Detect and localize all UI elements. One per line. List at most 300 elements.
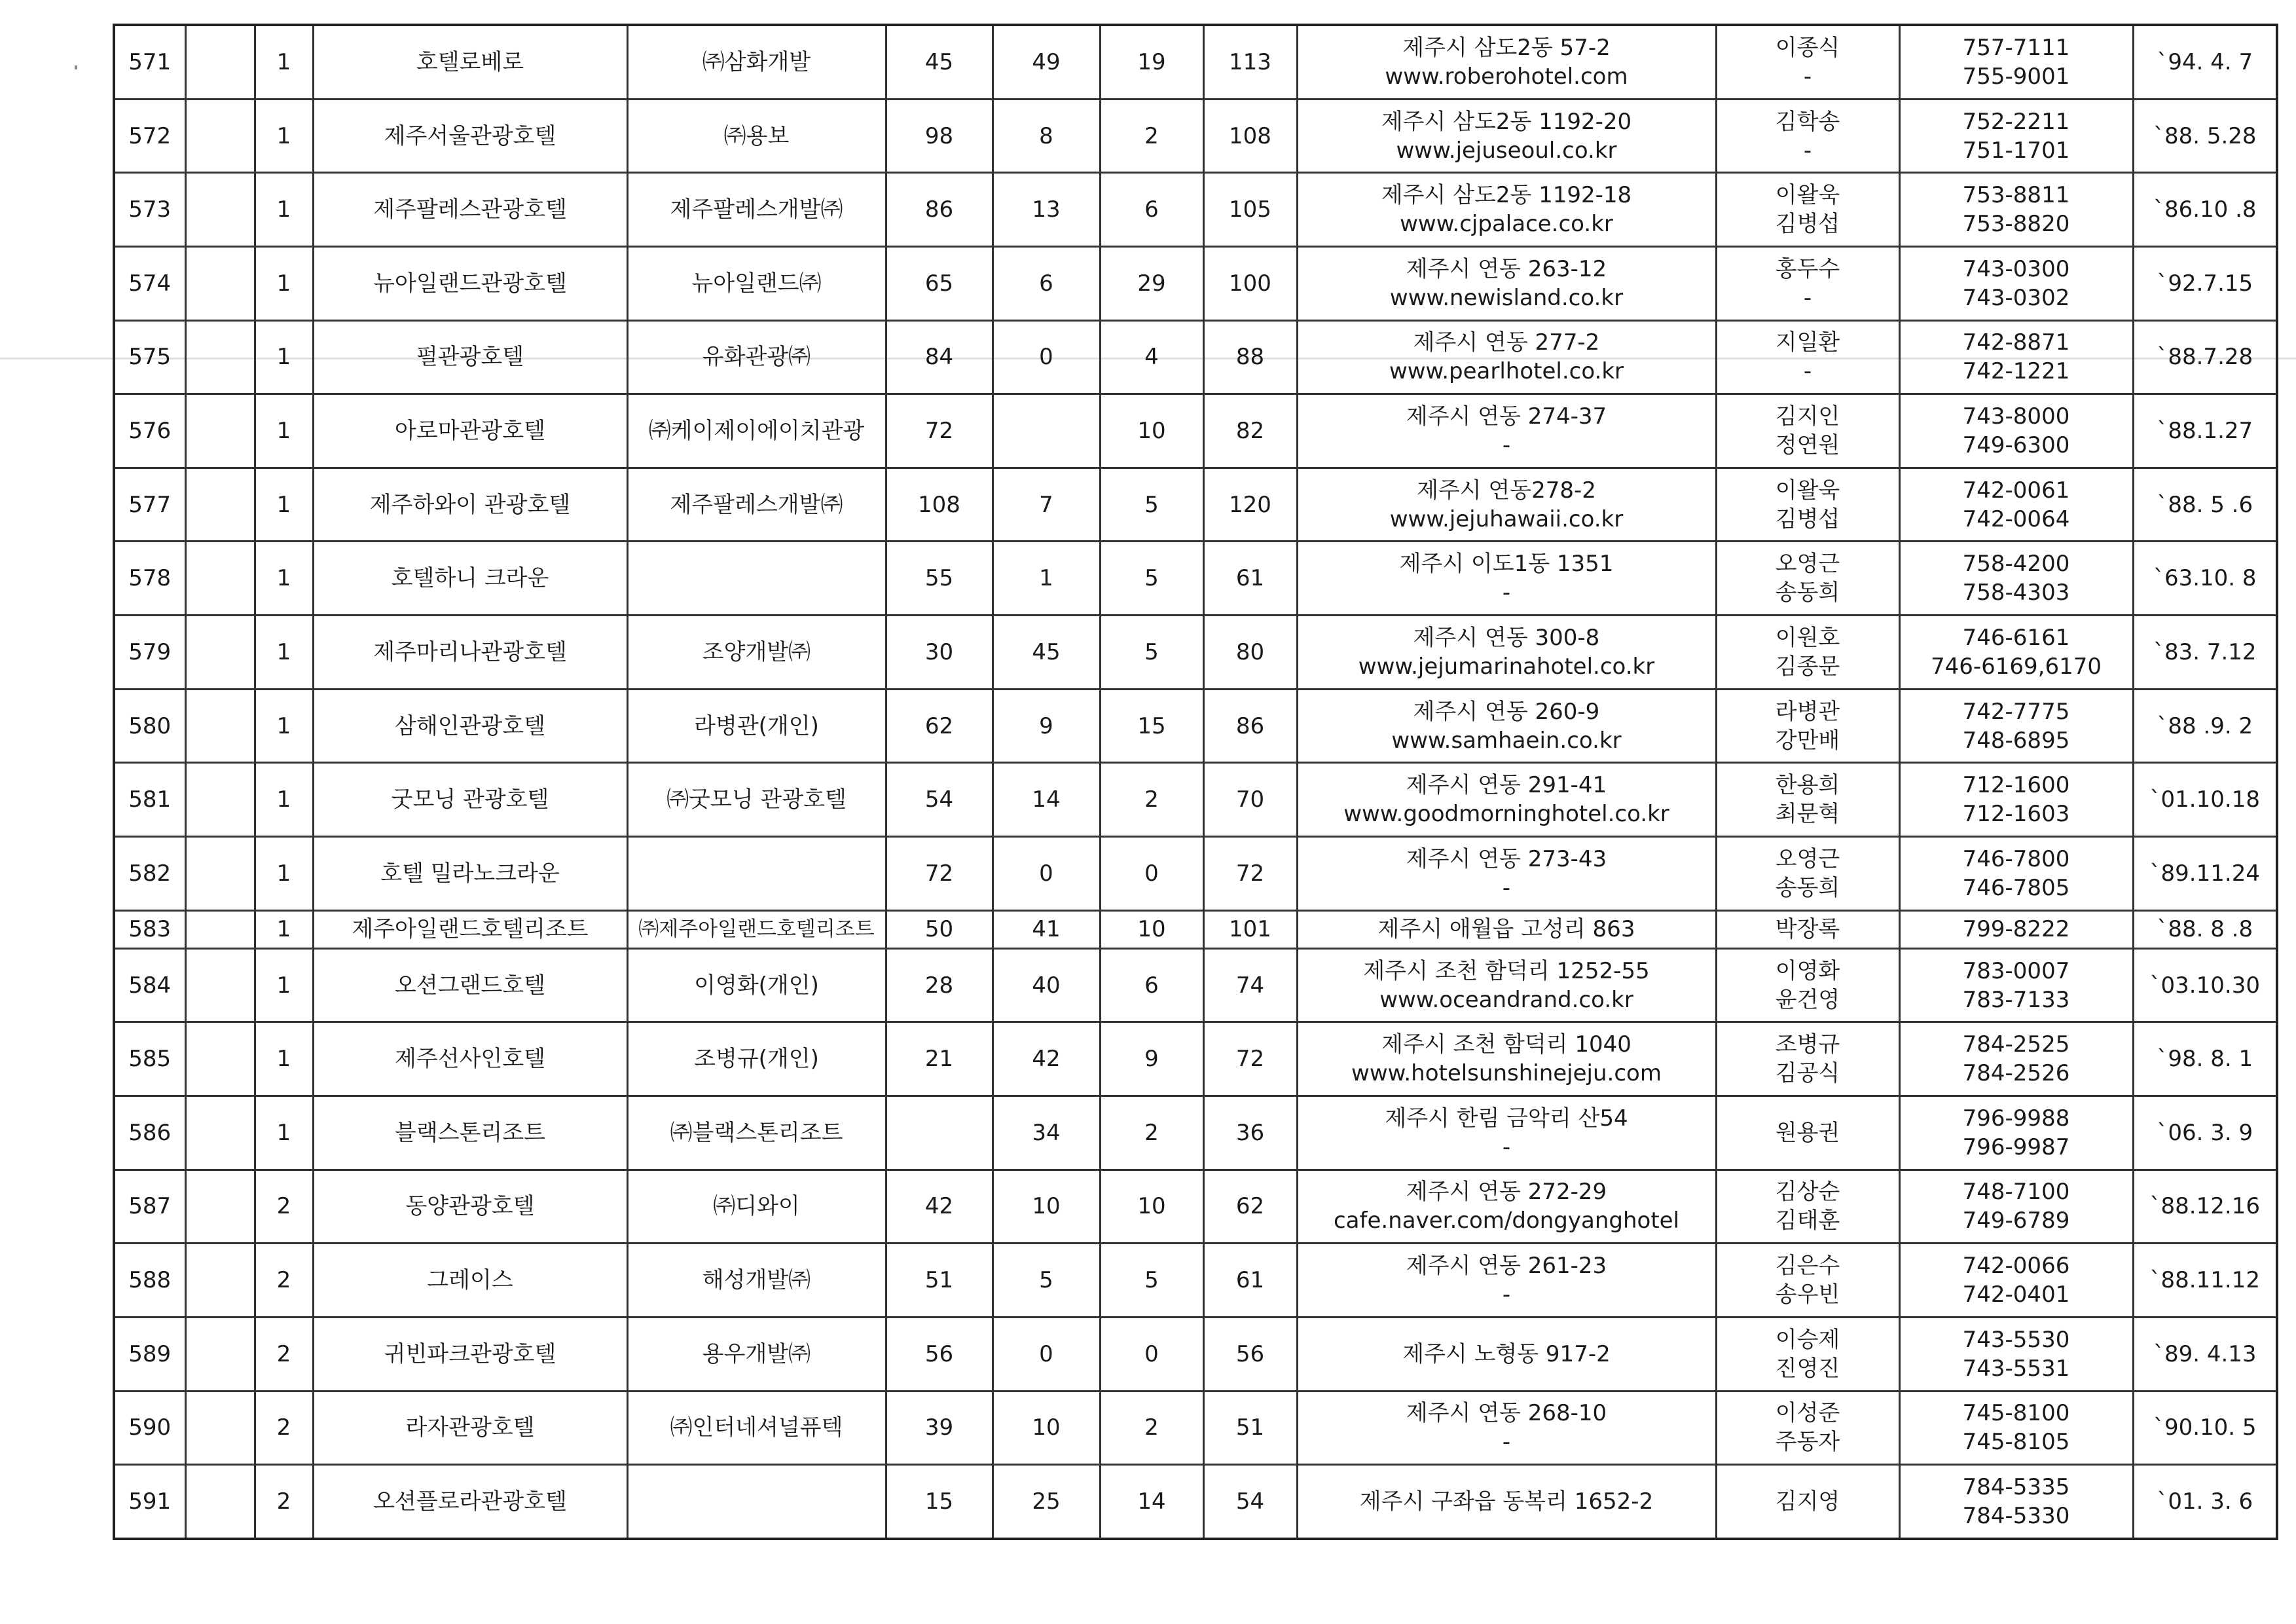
- cell-phone: [1899, 1465, 2133, 1539]
- cell-people-line2: 김태훈: [1775, 1208, 1840, 1234]
- cell-phone: [1899, 763, 2133, 837]
- cell-company: ㈜용보: [627, 99, 886, 173]
- cell-address: [1297, 173, 1716, 247]
- cell-number: 576: [114, 394, 185, 468]
- cell-people-line1: 이원호: [1775, 624, 1840, 651]
- cell-count-3: 0: [1100, 1317, 1203, 1391]
- cell-count-1: 56: [886, 1317, 993, 1391]
- cell-count-1: 98: [886, 99, 993, 173]
- cell-total: 108: [1203, 99, 1297, 173]
- cell-address: [1297, 689, 1716, 763]
- cell-blank: [185, 948, 255, 1022]
- cell-people-line1: 조병규: [1775, 1031, 1840, 1058]
- cell-phone: [1899, 1391, 2133, 1465]
- table-row: [114, 1391, 2277, 1465]
- cell-address-line2: www.oceandrand.co.kr: [1379, 986, 1633, 1013]
- cell-phone: [1899, 836, 2133, 910]
- cell-people-line1: 이왈욱: [1775, 477, 1840, 504]
- cell-hotel-name: 제주팔레스관광호텔: [313, 173, 627, 247]
- cell-address-line2: www.goodmorninghotel.co.kr: [1343, 801, 1669, 828]
- cell-people-line1: 이승제: [1775, 1326, 1840, 1353]
- cell-total: 62: [1203, 1170, 1297, 1244]
- cell-hotel-name: 그레이스: [313, 1244, 627, 1318]
- cell-company: ㈜제주아일랜드호텔리조트: [627, 910, 886, 948]
- cell-company: 제주팔레스개발㈜: [627, 173, 886, 247]
- cell-phone-line1: 784-5335: [1962, 1474, 2070, 1501]
- cell-count-2: 0: [993, 836, 1100, 910]
- cell-phone: [1899, 1317, 2133, 1391]
- table-row: [114, 99, 2277, 173]
- cell-count-3: 2: [1100, 1096, 1203, 1170]
- cell-address: [1297, 99, 1716, 173]
- cell-hotel-name: 제주선사인호텔: [313, 1022, 627, 1096]
- cell-company: [627, 1465, 886, 1539]
- cell-date: `88.7.28: [2133, 320, 2277, 394]
- cell-phone-line2: 753-8820: [1962, 211, 2070, 238]
- cell-date: `89.11.24: [2133, 836, 2277, 910]
- cell-people: [1716, 99, 1899, 173]
- cell-number: 578: [114, 542, 185, 616]
- table-row: [114, 394, 2277, 468]
- cell-people: [1716, 1170, 1899, 1244]
- cell-date: `88. 5.28: [2133, 99, 2277, 173]
- cell-address: [1297, 468, 1716, 542]
- cell-people: [1716, 910, 1899, 948]
- cell-address-line2: -: [1502, 1429, 1511, 1456]
- cell-blank: [185, 1096, 255, 1170]
- cell-number: 587: [114, 1170, 185, 1244]
- cell-grade: 1: [255, 616, 313, 690]
- cell-count-2: 45: [993, 616, 1100, 690]
- cell-company: 제주팔레스개발㈜: [627, 468, 886, 542]
- cell-count-2: 25: [993, 1465, 1100, 1539]
- cell-people-line1: 이종식: [1775, 34, 1840, 61]
- cell-count-1: 62: [886, 689, 993, 763]
- cell-address-line2: www.hotelsunshinejeju.com: [1351, 1060, 1662, 1087]
- cell-address-line1: 제주시 연동 274-37: [1406, 403, 1607, 430]
- cell-company: 라병관(개인): [627, 689, 886, 763]
- cell-phone-line2: 742-0064: [1962, 506, 2070, 532]
- cell-blank: [185, 320, 255, 394]
- cell-blank: [185, 25, 255, 99]
- cell-count-1: 72: [886, 394, 993, 468]
- cell-address-line1: 제주시 애월읍 고성리 863: [1377, 916, 1635, 943]
- cell-count-1: 30: [886, 616, 993, 690]
- cell-phone: [1899, 948, 2133, 1022]
- cell-count-3: 10: [1100, 394, 1203, 468]
- cell-number: 574: [114, 246, 185, 320]
- scan-speck: [75, 65, 77, 69]
- cell-people-line1: 이영화: [1775, 957, 1840, 984]
- cell-count-1: 39: [886, 1391, 993, 1465]
- cell-address-line2: www.pearlhotel.co.kr: [1389, 358, 1624, 385]
- cell-total: 36: [1203, 1096, 1297, 1170]
- cell-total: 88: [1203, 320, 1297, 394]
- table-row: [114, 616, 2277, 690]
- table-row: [114, 246, 2277, 320]
- cell-date: `88. 8 .8: [2133, 910, 2277, 948]
- cell-hotel-name: 제주마리나관광호텔: [313, 616, 627, 690]
- cell-phone-line2: 743-5531: [1962, 1355, 2070, 1382]
- cell-people-line2: 김공식: [1775, 1060, 1840, 1087]
- cell-number: 585: [114, 1022, 185, 1096]
- cell-address: [1297, 1465, 1716, 1539]
- cell-count-2: 9: [993, 689, 1100, 763]
- table-row: [114, 1465, 2277, 1539]
- cell-number: 575: [114, 320, 185, 394]
- cell-phone-line2: 746-7805: [1962, 874, 2070, 901]
- cell-count-3: 9: [1100, 1022, 1203, 1096]
- table-row: [114, 1096, 2277, 1170]
- cell-blank: [185, 763, 255, 837]
- cell-phone-line2: 745-8105: [1962, 1429, 2070, 1456]
- cell-date: `86.10 .8: [2133, 173, 2277, 247]
- hotel-registry-sheet: [113, 24, 2276, 1540]
- cell-people-line1: 이성준: [1775, 1400, 1840, 1427]
- cell-people-line2: 진영진: [1775, 1355, 1840, 1382]
- cell-grade: 2: [255, 1244, 313, 1318]
- cell-date: `88 .9. 2: [2133, 689, 2277, 763]
- cell-number: 577: [114, 468, 185, 542]
- cell-grade: 1: [255, 1022, 313, 1096]
- cell-total: 54: [1203, 1465, 1297, 1539]
- cell-grade: 1: [255, 25, 313, 99]
- cell-phone: [1899, 394, 2133, 468]
- cell-people-line1: 박장록: [1775, 916, 1840, 943]
- cell-hotel-name: 라자관광호텔: [313, 1391, 627, 1465]
- cell-total: 74: [1203, 948, 1297, 1022]
- cell-company: ㈜인터네셔널퓨텍: [627, 1391, 886, 1465]
- cell-people-line2: 송동희: [1775, 874, 1840, 901]
- cell-count-2: 41: [993, 910, 1100, 948]
- table-row: [114, 910, 2277, 948]
- cell-address: [1297, 948, 1716, 1022]
- cell-hotel-name: 블랙스톤리조트: [313, 1096, 627, 1170]
- cell-count-1: [886, 1096, 993, 1170]
- cell-people-line1: 김학송: [1775, 108, 1840, 135]
- cell-people-line2: 강만배: [1775, 727, 1840, 754]
- cell-address-line2: www.jejuhawaii.co.kr: [1389, 506, 1624, 532]
- cell-address: [1297, 1391, 1716, 1465]
- cell-address-line2: www.newisland.co.kr: [1389, 284, 1624, 311]
- cell-address: [1297, 1096, 1716, 1170]
- cell-company: 유화관광㈜: [627, 320, 886, 394]
- cell-count-1: 84: [886, 320, 993, 394]
- cell-date: `03.10.30: [2133, 948, 2277, 1022]
- cell-number: 579: [114, 616, 185, 690]
- cell-people-line1: 원용권: [1775, 1119, 1840, 1146]
- cell-people-line2: 최문혁: [1775, 801, 1840, 828]
- cell-number: 590: [114, 1391, 185, 1465]
- cell-number: 588: [114, 1244, 185, 1318]
- cell-hotel-name: 오션그랜드호텔: [313, 948, 627, 1022]
- cell-count-2: 0: [993, 320, 1100, 394]
- cell-address-line1: 제주시 연동 260-9: [1413, 698, 1600, 725]
- cell-phone-line1: 746-7800: [1962, 845, 2070, 872]
- cell-phone: [1899, 99, 2133, 173]
- cell-hotel-name: 아로마관광호텔: [313, 394, 627, 468]
- cell-count-1: 51: [886, 1244, 993, 1318]
- cell-address-line1: 제주시 연동 268-10: [1406, 1400, 1607, 1427]
- cell-hotel-name: 뉴아일랜드관광호텔: [313, 246, 627, 320]
- cell-phone-line1: 745-8100: [1962, 1400, 2070, 1427]
- cell-count-3: 2: [1100, 1391, 1203, 1465]
- cell-people: [1716, 1391, 1899, 1465]
- cell-phone-line1: 742-0066: [1962, 1253, 2070, 1280]
- cell-count-2: 5: [993, 1244, 1100, 1318]
- cell-address-line1: 제주시 연동 300-8: [1413, 624, 1600, 651]
- cell-address: [1297, 1022, 1716, 1096]
- cell-blank: [185, 836, 255, 910]
- cell-people: [1716, 1096, 1899, 1170]
- cell-address-line1: 제주시 한림 금악리 산54: [1385, 1105, 1628, 1132]
- cell-people-line2: 윤건영: [1775, 986, 1840, 1013]
- cell-blank: [185, 542, 255, 616]
- cell-address-line2: -: [1502, 580, 1511, 606]
- cell-phone: [1899, 320, 2133, 394]
- cell-phone-line2: 743-0302: [1962, 284, 2070, 311]
- cell-people-line2: 김병섭: [1775, 506, 1840, 532]
- cell-address: [1297, 542, 1716, 616]
- cell-people: [1716, 616, 1899, 690]
- cell-grade: 2: [255, 1317, 313, 1391]
- cell-phone-line2: 746-6169,6170: [1930, 653, 2102, 680]
- cell-hotel-name: 귀빈파크관광호텔: [313, 1317, 627, 1391]
- cell-company: [627, 836, 886, 910]
- cell-address-line2: -: [1502, 874, 1511, 901]
- cell-grade: 1: [255, 836, 313, 910]
- cell-company: [627, 542, 886, 616]
- cell-hotel-name: 오션플로라관광호텔: [313, 1465, 627, 1539]
- cell-people-line2: 김종문: [1775, 653, 1840, 680]
- cell-people-line1: 오영근: [1775, 845, 1840, 872]
- cell-people-line2: -: [1803, 358, 1812, 385]
- cell-company: ㈜디와이: [627, 1170, 886, 1244]
- cell-count-3: 2: [1100, 763, 1203, 837]
- cell-count-2: 40: [993, 948, 1100, 1022]
- cell-number: 571: [114, 25, 185, 99]
- cell-phone-line2: 742-1221: [1962, 358, 2070, 385]
- cell-count-3: 2: [1100, 99, 1203, 173]
- cell-people: [1716, 1022, 1899, 1096]
- cell-people: [1716, 948, 1899, 1022]
- cell-grade: 1: [255, 910, 313, 948]
- cell-phone-line2: 749-6300: [1962, 432, 2070, 459]
- cell-phone-line1: 743-0300: [1962, 255, 2070, 282]
- cell-people-line1: 이왈욱: [1775, 182, 1840, 209]
- cell-phone: [1899, 689, 2133, 763]
- cell-count-1: 55: [886, 542, 993, 616]
- cell-company: 해성개발㈜: [627, 1244, 886, 1318]
- cell-address-line1: 제주시 연동 261-23: [1406, 1253, 1607, 1280]
- cell-grade: 1: [255, 246, 313, 320]
- cell-people: [1716, 25, 1899, 99]
- cell-date: `01.10.18: [2133, 763, 2277, 837]
- cell-phone-line1: 743-8000: [1962, 403, 2070, 430]
- cell-count-1: 42: [886, 1170, 993, 1244]
- cell-blank: [185, 99, 255, 173]
- cell-date: `06. 3. 9: [2133, 1096, 2277, 1170]
- cell-count-3: 5: [1100, 542, 1203, 616]
- cell-count-3: 10: [1100, 1170, 1203, 1244]
- cell-number: 584: [114, 948, 185, 1022]
- cell-total: 51: [1203, 1391, 1297, 1465]
- cell-total: 80: [1203, 616, 1297, 690]
- cell-grade: 1: [255, 394, 313, 468]
- cell-phone: [1899, 1170, 2133, 1244]
- cell-people-line2: -: [1803, 137, 1812, 164]
- cell-count-3: 4: [1100, 320, 1203, 394]
- cell-grade: 1: [255, 173, 313, 247]
- cell-hotel-name: 동양관광호텔: [313, 1170, 627, 1244]
- cell-address-line2: -: [1502, 1282, 1511, 1308]
- cell-phone-line2: 749-6789: [1962, 1208, 2070, 1234]
- cell-date: `92.7.15: [2133, 246, 2277, 320]
- cell-count-1: 50: [886, 910, 993, 948]
- cell-phone-line2: 748-6895: [1962, 727, 2070, 754]
- cell-date: `88.12.16: [2133, 1170, 2277, 1244]
- cell-hotel-name: 호텔하니 크라운: [313, 542, 627, 616]
- cell-grade: 1: [255, 1096, 313, 1170]
- cell-phone: [1899, 468, 2133, 542]
- cell-count-2: 34: [993, 1096, 1100, 1170]
- cell-company: 용우개발㈜: [627, 1317, 886, 1391]
- cell-phone-line2: 742-0401: [1962, 1282, 2070, 1308]
- cell-grade: 1: [255, 99, 313, 173]
- cell-people-line2: 정연원: [1775, 432, 1840, 459]
- cell-phone: [1899, 542, 2133, 616]
- cell-count-3: 6: [1100, 173, 1203, 247]
- cell-phone-line2: 755-9001: [1962, 63, 2070, 90]
- cell-people-line2: 송동희: [1775, 580, 1840, 606]
- cell-address-line1: 제주시 노형동 917-2: [1402, 1340, 1611, 1367]
- cell-total: 113: [1203, 25, 1297, 99]
- cell-company: ㈜삼화개발: [627, 25, 886, 99]
- cell-number: 586: [114, 1096, 185, 1170]
- cell-phone: [1899, 910, 2133, 948]
- table-row: [114, 689, 2277, 763]
- table-row: [114, 948, 2277, 1022]
- table-row: [114, 1170, 2277, 1244]
- cell-phone-line1: 753-8811: [1962, 182, 2070, 209]
- cell-number: 589: [114, 1317, 185, 1391]
- cell-company: ㈜굿모닝 관광호텔: [627, 763, 886, 837]
- cell-count-2: 10: [993, 1170, 1100, 1244]
- cell-hotel-name: 굿모닝 관광호텔: [313, 763, 627, 837]
- cell-total: 86: [1203, 689, 1297, 763]
- cell-phone-line2: 784-5330: [1962, 1503, 2070, 1530]
- cell-total: 56: [1203, 1317, 1297, 1391]
- cell-people: [1716, 1465, 1899, 1539]
- cell-count-2: 42: [993, 1022, 1100, 1096]
- cell-company: 조병규(개인): [627, 1022, 886, 1096]
- cell-people: [1716, 836, 1899, 910]
- cell-number: 581: [114, 763, 185, 837]
- cell-total: 72: [1203, 1022, 1297, 1096]
- cell-people-line2: 김병섭: [1775, 211, 1840, 238]
- cell-phone-line2: 758-4303: [1962, 580, 2070, 606]
- hotel-registry-table: [113, 24, 2278, 1540]
- cell-date: `88. 5 .6: [2133, 468, 2277, 542]
- cell-address: [1297, 763, 1716, 837]
- cell-phone-line2: 783-7133: [1962, 986, 2070, 1013]
- cell-grade: 2: [255, 1391, 313, 1465]
- cell-grade: 2: [255, 1465, 313, 1539]
- cell-count-2: 7: [993, 468, 1100, 542]
- cell-blank: [185, 173, 255, 247]
- cell-people-line2: 주동자: [1775, 1429, 1840, 1456]
- cell-total: 82: [1203, 394, 1297, 468]
- cell-count-3: 15: [1100, 689, 1203, 763]
- cell-grade: 1: [255, 320, 313, 394]
- cell-total: 120: [1203, 468, 1297, 542]
- cell-hotel-name: 삼해인관광호텔: [313, 689, 627, 763]
- cell-people: [1716, 689, 1899, 763]
- cell-people: [1716, 542, 1899, 616]
- cell-phone-line1: 757-7111: [1962, 34, 2070, 61]
- table-row: [114, 1317, 2277, 1391]
- cell-count-3: 0: [1100, 836, 1203, 910]
- cell-phone-line2: 796-9987: [1962, 1134, 2070, 1160]
- cell-grade: 1: [255, 763, 313, 837]
- table-row: [114, 763, 2277, 837]
- cell-phone-line1: 742-0061: [1962, 477, 2070, 504]
- cell-phone-line2: 751-1701: [1962, 137, 2070, 164]
- cell-address-line1: 제주시 삼도2동 57-2: [1402, 34, 1611, 61]
- cell-address-line1: 제주시 연동 291-41: [1406, 772, 1607, 799]
- cell-date: `98. 8. 1: [2133, 1022, 2277, 1096]
- cell-blank: [185, 616, 255, 690]
- cell-people: [1716, 1317, 1899, 1391]
- cell-phone-line2: 784-2526: [1962, 1060, 2070, 1087]
- cell-number: 572: [114, 99, 185, 173]
- cell-phone-line1: 783-0007: [1962, 957, 2070, 984]
- cell-address: [1297, 246, 1716, 320]
- cell-address-line1: 제주시 연동278-2: [1417, 477, 1596, 504]
- cell-blank: [185, 689, 255, 763]
- cell-phone: [1899, 1096, 2133, 1170]
- cell-count-3: 14: [1100, 1465, 1203, 1539]
- cell-count-3: 19: [1100, 25, 1203, 99]
- cell-hotel-name: 펄관광호텔: [313, 320, 627, 394]
- cell-address-line2: -: [1502, 432, 1511, 459]
- cell-address-line2: www.jejuseoul.co.kr: [1396, 137, 1617, 164]
- cell-date: `01. 3. 6: [2133, 1465, 2277, 1539]
- cell-count-1: 54: [886, 763, 993, 837]
- cell-count-3: 29: [1100, 246, 1203, 320]
- cell-grade: 1: [255, 542, 313, 616]
- cell-count-2: 8: [993, 99, 1100, 173]
- cell-grade: 1: [255, 948, 313, 1022]
- cell-grade: 1: [255, 468, 313, 542]
- cell-address-line1: 제주시 이도1동 1351: [1399, 551, 1614, 578]
- cell-address: [1297, 1170, 1716, 1244]
- cell-phone: [1899, 246, 2133, 320]
- cell-company: 이영화(개인): [627, 948, 886, 1022]
- cell-count-3: 10: [1100, 910, 1203, 948]
- cell-address-line2: www.jejumarinahotel.co.kr: [1358, 653, 1655, 680]
- cell-date: `88.11.12: [2133, 1244, 2277, 1318]
- cell-people-line2: 송우빈: [1775, 1282, 1840, 1308]
- cell-blank: [185, 910, 255, 948]
- cell-blank: [185, 1391, 255, 1465]
- cell-people: [1716, 173, 1899, 247]
- cell-count-2: 10: [993, 1391, 1100, 1465]
- cell-company: 조양개발㈜: [627, 616, 886, 690]
- cell-phone-line1: 742-8871: [1962, 329, 2070, 356]
- cell-people-line1: 김상순: [1775, 1179, 1840, 1206]
- cell-count-3: 6: [1100, 948, 1203, 1022]
